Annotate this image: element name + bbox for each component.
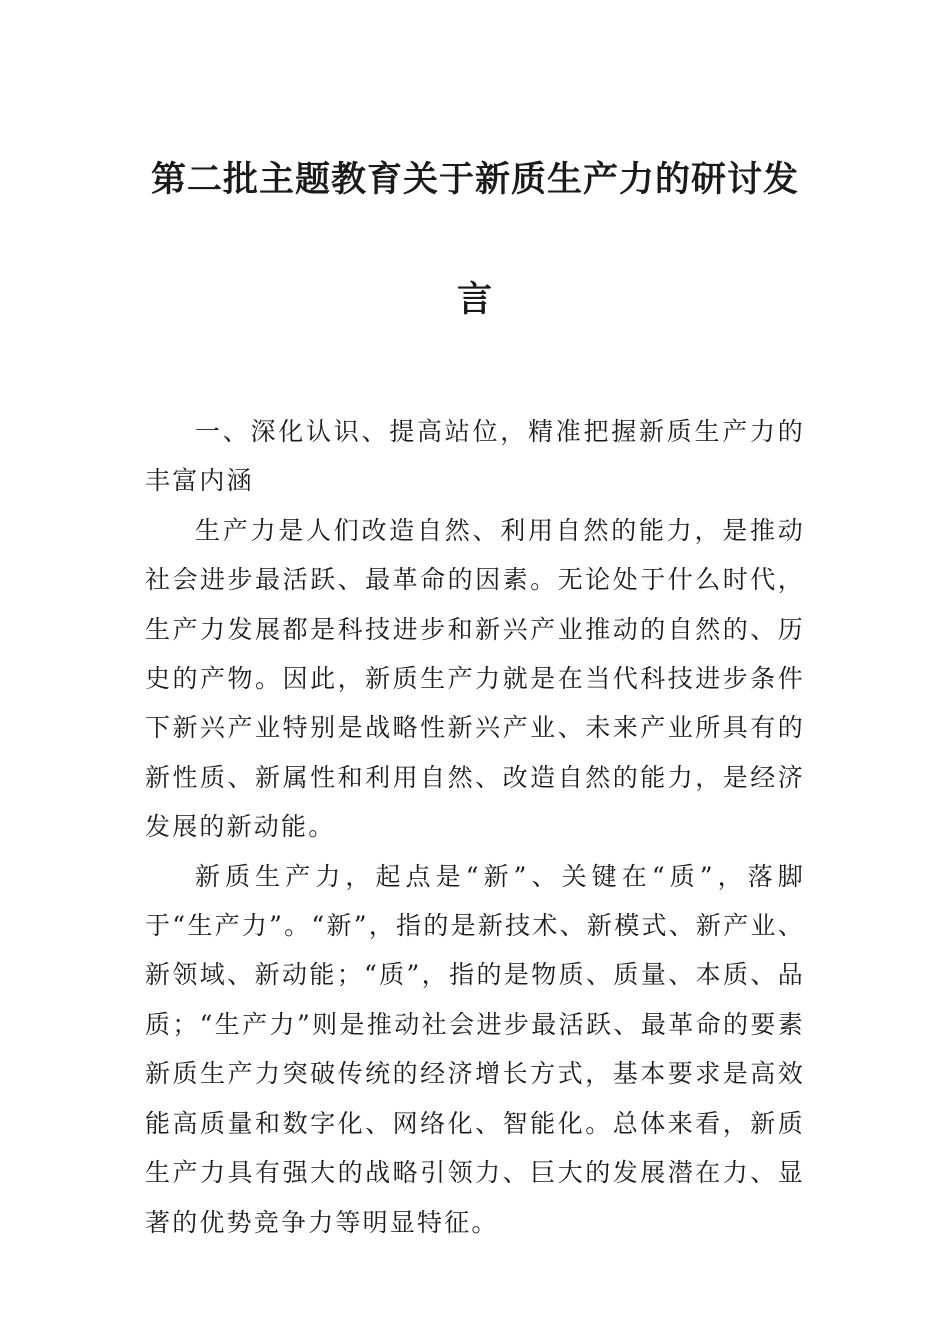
section-heading: 一、深化认识、提高站位，精准把握新质生产力的丰富内涵 bbox=[145, 417, 805, 496]
document-title-line-1: 第二批主题教育关于新质生产力的研讨发 bbox=[150, 159, 799, 200]
body-paragraph: 生产力是人们改造自然、利用自然的能力，是推动社会进步最活跃、最革命的因素。无论处于什么时代，生产力发展都是科技进步和新兴产业推动的自然的、历史的产物。因此，新质生产力就是在当代科技进步条件下新兴产业特别是战略性新兴产业、未来产业所具有的新性质、新属性和利用自然、改造自然的能力，是经济发展的新动能。 bbox=[145, 515, 805, 842]
document-body bbox=[145, 407, 805, 1247]
body-paragraph: 新质生产力，起点是“新”、关键在“质”，落脚于“生产力”。“新”，指的是新技术、新模式、新产业、新领域、新动能；“质”，指的是物质、质量、本质、品质；“生产力”则是推动社会进步最活跃、最革命的要素新质生产力突破传统的经济增长方式，基本要求是高效能高质量和数字化、网络化、智能化。总体来看，新质生产力具有强大的战略引领力、巨大的发展潜在力、显著的优势竞争力等明显特征。 bbox=[145, 861, 805, 1237]
document-title-line-2: 言 bbox=[456, 279, 493, 320]
